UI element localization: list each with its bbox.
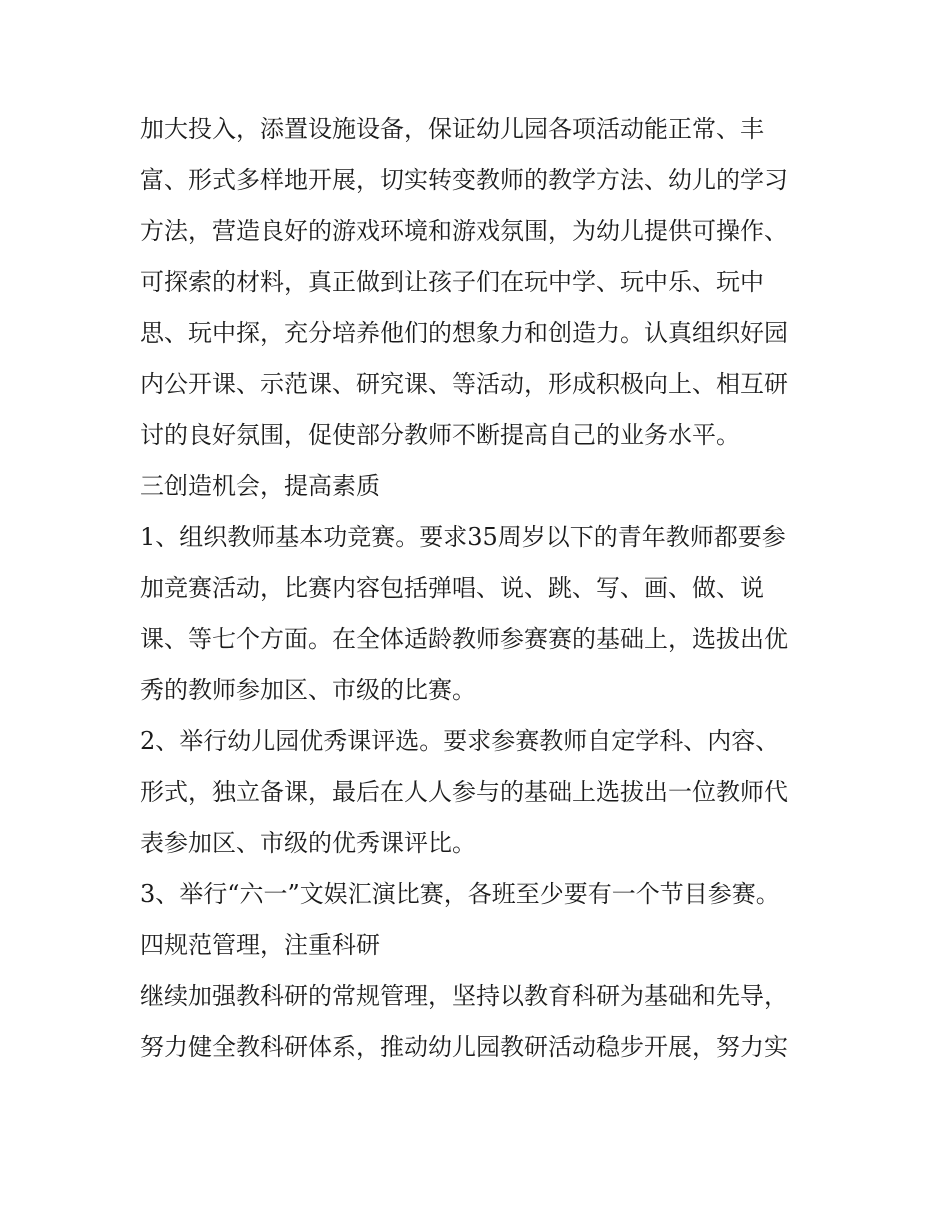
paragraph-line: 继续加强教科研的常规管理，坚持以教育科研为基础和先导， — [140, 982, 788, 1010]
paragraph-line: 可探索的材料，真正做到让孩子们在玩中学、玩中乐、玩中 — [140, 268, 764, 296]
paragraph-line: 方法，营造良好的游戏环境和游戏氛围，为幼儿提供可操作、 — [140, 217, 788, 245]
list-item-line: 1、组织教师基本功竞赛。要求35周岁以下的青年教师都要参 — [140, 523, 786, 551]
list-item-line: 3、举行“六一”文娱汇演比赛，各班至少要有一个节目参赛。 — [140, 880, 780, 908]
list-item-line: 秀的教师参加区、市级的比赛。 — [140, 676, 476, 704]
list-item-line: 表参加区、市级的优秀课评比。 — [140, 829, 476, 857]
section-heading: 三创造机会，提高素质 — [140, 472, 380, 500]
list-item-line: 课、等七个方面。在全体适龄教师参赛赛的基础上，选拔出优 — [140, 625, 788, 653]
paragraph-line: 富、形式多样地开展，切实转变教师的教学方法、幼儿的学习 — [140, 166, 788, 194]
document-body — [140, 104, 820, 1073]
list-item-line: 2、举行幼儿园优秀课评选。要求参赛教师自定学科、内容、 — [140, 727, 780, 755]
paragraph-line: 思、玩中探，充分培养他们的想象力和创造力。认真组织好园 — [140, 319, 788, 347]
list-item-line: 加竞赛活动，比赛内容包括弹唱、说、跳、写、画、做、说 — [140, 574, 764, 602]
paragraph-line: 讨的良好氛围，促使部分教师不断提高自己的业务水平。 — [140, 421, 740, 449]
paragraph-line: 加大投入，添置设施设备，保证幼儿园各项活动能正常、丰 — [140, 115, 764, 143]
paragraph-line: 努力健全教科研体系，推动幼儿园教研活动稳步开展，努力实 — [140, 1033, 788, 1061]
list-item-line: 形式，独立备课，最后在人人参与的基础上选拔出一位教师代 — [140, 778, 788, 806]
section-heading: 四规范管理，注重科研 — [140, 931, 380, 959]
paragraph-line: 内公开课、示范课、研究课、等活动，形成积极向上、相互研 — [140, 370, 788, 398]
